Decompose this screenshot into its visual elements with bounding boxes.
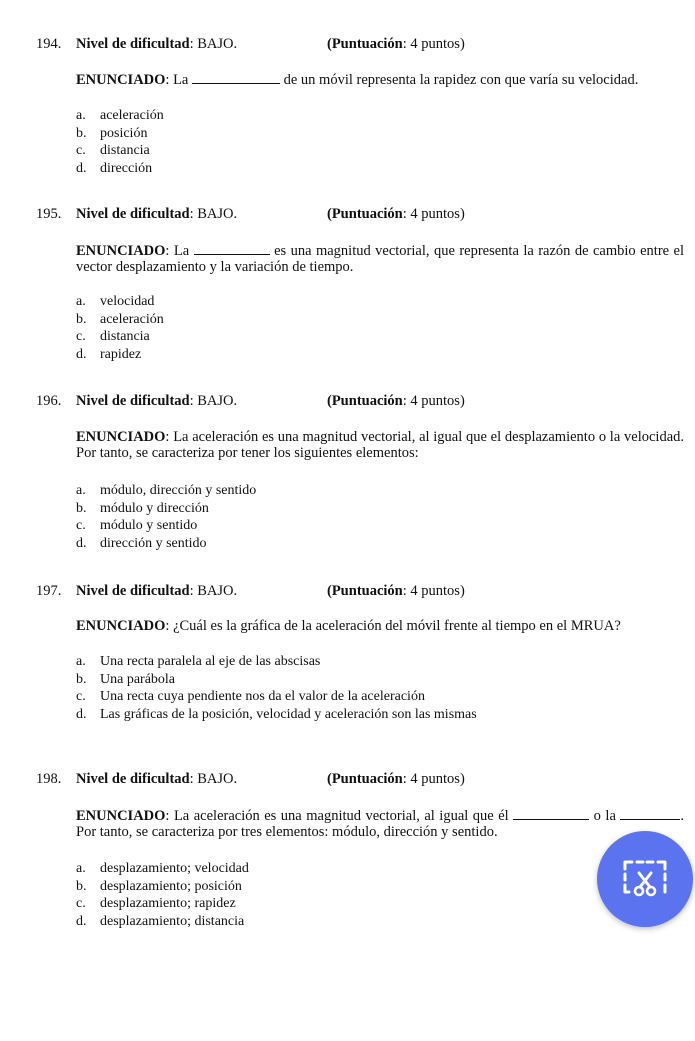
question-number: 194. [36, 36, 62, 52]
option-a: a. velocidad [76, 294, 155, 309]
question-number: 197. [36, 583, 62, 599]
option-c: c. Una recta cuya pendiente nos da el valor de la aceleración [76, 689, 425, 704]
question-196 [0, 393, 695, 551]
question-number: 198. [36, 771, 62, 787]
score: (Puntuación: 4 puntos) [327, 36, 465, 52]
difficulty: Nivel de dificultad: BAJO. [76, 393, 238, 409]
score: (Puntuación: 4 puntos) [327, 771, 465, 787]
question-198 [0, 771, 695, 929]
difficulty: Nivel de dificultad: BAJO. [76, 36, 238, 52]
question-statement: ENUNCIADO: La de un móvil representa la rapidez con que varía su velocidad. [76, 72, 639, 88]
option-b: b. posición [76, 125, 148, 141]
question-number: 196. [36, 393, 62, 409]
option-d: d. Las gráficas de la posición, velocidad y aceleración son las mismas [76, 706, 477, 722]
score: (Puntuación: 4 puntos) [327, 393, 465, 409]
answer-blank [192, 71, 280, 84]
question-header [0, 36, 695, 56]
screenshot-scissors-icon [623, 860, 667, 898]
option-a: a. aceleración [76, 108, 164, 123]
options-list [76, 293, 164, 363]
question-header [0, 771, 695, 791]
option-d: d. dirección [76, 160, 153, 176]
question-195 [0, 206, 695, 362]
option-a: a. módulo, dirección y sentido [76, 483, 257, 498]
question-197 [0, 583, 695, 722]
question-number: 195. [36, 206, 62, 222]
option-c: c. desplazamiento; rapidez [76, 896, 236, 911]
options-list [76, 482, 256, 552]
question-194 [0, 36, 695, 176]
option-b: b. Una parábola [76, 671, 176, 687]
question-header [0, 583, 695, 603]
answer-blank [194, 242, 270, 255]
options-list [76, 653, 477, 723]
answer-blank-1 [513, 807, 589, 820]
score: (Puntuación: 4 puntos) [327, 206, 465, 222]
option-d: d. desplazamiento; distancia [76, 913, 245, 929]
option-b: b. módulo y dirección [76, 500, 209, 516]
options-list [76, 107, 164, 177]
option-c: c. módulo y sentido [76, 518, 198, 533]
option-b: b. desplazamiento; posición [76, 878, 242, 894]
option-b: b. aceleración [76, 311, 164, 327]
options-list [76, 860, 249, 930]
option-d: d. rapidez [76, 346, 142, 362]
question-statement: ENUNCIADO: La aceleración es una magnitud vectorial, al igual que el desplazamiento o la velocidad. Por tanto, se caracteriza por tener los siguientes elementos: [76, 429, 684, 461]
option-c: c. distancia [76, 329, 150, 344]
difficulty: Nivel de dificultad: BAJO. [76, 206, 238, 222]
difficulty: Nivel de dificultad: BAJO. [76, 583, 238, 599]
question-statement: ENUNCIADO: La aceleración es una magnitud vectorial, al igual que él o la . Por tanto, se caracteriza por tres elementos: módulo, dirección y sentido. [76, 808, 685, 840]
screenshot-fab-button[interactable] [597, 831, 693, 927]
question-statement: ENUNCIADO: ¿Cuál es la gráfica de la aceleración del móvil frente al tiempo en el MRUA? [76, 618, 621, 634]
difficulty: Nivel de dificultad: BAJO. [76, 771, 238, 787]
score: (Puntuación: 4 puntos) [327, 583, 465, 599]
option-d: d. dirección y sentido [76, 535, 207, 551]
option-c: c. distancia [76, 143, 150, 158]
option-a: a. Una recta paralela al eje de las abscisas [76, 654, 321, 669]
question-header [0, 393, 695, 413]
question-header [0, 206, 695, 226]
option-a: a. desplazamiento; velocidad [76, 861, 249, 876]
answer-blank-2 [620, 807, 680, 820]
question-statement: ENUNCIADO: La es una magnitud vectorial, que representa la razón de cambio entre el vector desplazamiento y la variación de tiempo. [76, 243, 684, 275]
